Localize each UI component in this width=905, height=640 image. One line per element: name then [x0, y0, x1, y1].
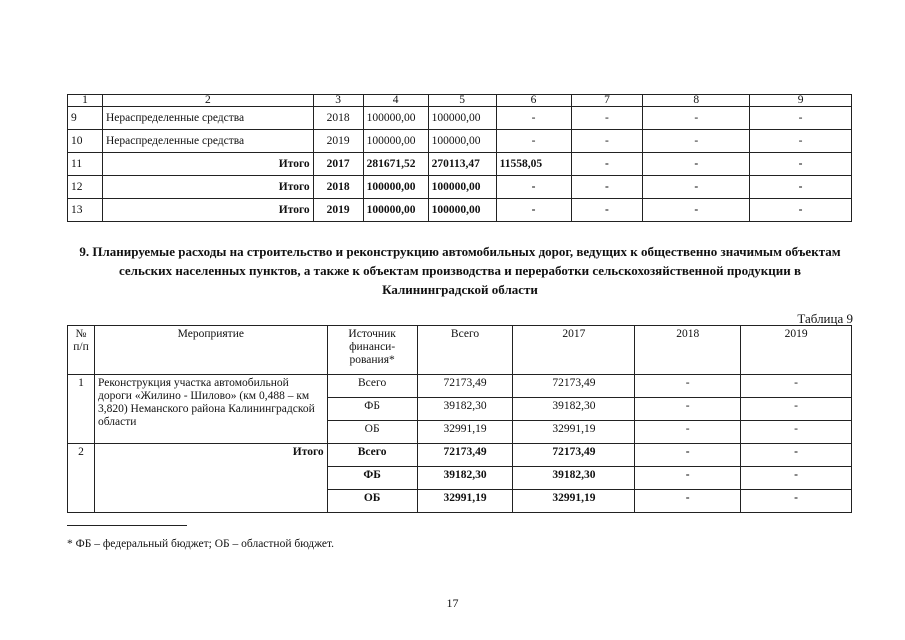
- row-total: 100000,00: [363, 199, 428, 222]
- header-number: № п/п: [68, 326, 95, 375]
- header-2017: 2017: [513, 326, 635, 375]
- col-number: 5: [428, 95, 496, 107]
- row-fb: 100000,00: [428, 107, 496, 130]
- row-total: 100000,00: [363, 107, 428, 130]
- row-2017: 72173,49: [513, 444, 635, 467]
- row-2019: -: [741, 490, 852, 513]
- row-2019: -: [741, 467, 852, 490]
- row-2017: 32991,19: [513, 490, 635, 513]
- row-source: ФБ: [327, 467, 417, 490]
- row-2019: -: [741, 444, 852, 467]
- header-2018: 2018: [635, 326, 741, 375]
- row-2017: 72173,49: [513, 375, 635, 398]
- header-total: Всего: [417, 326, 513, 375]
- row-2019: -: [741, 398, 852, 421]
- row-year: 2019: [313, 199, 363, 222]
- row-number: 11: [68, 153, 103, 176]
- header-event: Мероприятие: [94, 326, 327, 375]
- row-2018: -: [635, 375, 741, 398]
- row-c8: -: [643, 153, 750, 176]
- row-2019: -: [741, 375, 852, 398]
- row-name: Нераспределенные средства: [102, 107, 313, 130]
- row-name: Нераспределенные средства: [102, 130, 313, 153]
- table-row-total: [68, 153, 852, 176]
- row-total: 72173,49: [417, 444, 513, 467]
- row-name: Итого: [102, 176, 313, 199]
- header-source: Источник финанси-рования*: [327, 326, 417, 375]
- row-total: 100000,00: [363, 176, 428, 199]
- row-total: 72173,49: [417, 375, 513, 398]
- row-c9: -: [750, 153, 852, 176]
- row-total: 281671,52: [363, 153, 428, 176]
- row-c8: -: [643, 130, 750, 153]
- col-number: 3: [313, 95, 363, 107]
- row-number: 12: [68, 176, 103, 199]
- row-ob: -: [496, 176, 571, 199]
- row-source: Всего: [327, 375, 417, 398]
- row-2019: -: [741, 421, 852, 444]
- row-total: 32991,19: [417, 421, 513, 444]
- row-c8: -: [643, 107, 750, 130]
- col-number: 6: [496, 95, 571, 107]
- row-source: Всего: [327, 444, 417, 467]
- row-c9: -: [750, 130, 852, 153]
- col-number: 1: [68, 95, 103, 107]
- table-row-total: [68, 199, 852, 222]
- row-total: 39182,30: [417, 467, 513, 490]
- section-heading: 9. Планируемые расходы на строительство и реконструкцию автомобильных дорог, ведущих к общественно значимым объектам сельских населенных пунктов, а также к объектам производства и переработки сельскохозяйственной продукции в Калининградской области: [79, 244, 841, 297]
- row-source: ОБ: [327, 421, 417, 444]
- header-2019: 2019: [741, 326, 852, 375]
- row-2018: -: [635, 444, 741, 467]
- row-2018: -: [635, 421, 741, 444]
- row-name: Итого: [102, 199, 313, 222]
- column-number-row: [68, 95, 852, 107]
- budget-table-continued: [67, 94, 852, 222]
- row-source: ФБ: [327, 398, 417, 421]
- row-2018: -: [635, 467, 741, 490]
- row-number: 1: [68, 375, 95, 444]
- row-year: 2019: [313, 130, 363, 153]
- row-2017: 32991,19: [513, 421, 635, 444]
- table-row: [68, 107, 852, 130]
- row-event: Итого: [94, 444, 327, 513]
- row-year: 2018: [313, 176, 363, 199]
- row-2018: -: [635, 490, 741, 513]
- table-row-total: [68, 444, 852, 467]
- row-source: ОБ: [327, 490, 417, 513]
- row-name: Итого: [102, 153, 313, 176]
- row-fb: 100000,00: [428, 176, 496, 199]
- row-c9: -: [750, 199, 852, 222]
- row-year: 2017: [313, 153, 363, 176]
- row-c7: -: [571, 153, 643, 176]
- row-ob: -: [496, 107, 571, 130]
- page-number: 17: [446, 596, 459, 610]
- row-2018: -: [635, 398, 741, 421]
- row-number: 13: [68, 199, 103, 222]
- row-total: 32991,19: [417, 490, 513, 513]
- row-ob: -: [496, 199, 571, 222]
- col-number: 4: [363, 95, 428, 107]
- row-c7: -: [571, 130, 643, 153]
- row-c7: -: [571, 107, 643, 130]
- row-year: 2018: [313, 107, 363, 130]
- row-c8: -: [643, 176, 750, 199]
- col-number: 8: [643, 95, 750, 107]
- footnote: * ФБ – федеральный бюджет; ОБ – областной бюджет.: [67, 538, 334, 550]
- table-caption: Таблица 9: [797, 311, 853, 326]
- row-c7: -: [571, 176, 643, 199]
- row-total: 100000,00: [363, 130, 428, 153]
- row-ob: -: [496, 130, 571, 153]
- col-number: 2: [102, 95, 313, 107]
- row-fb: 100000,00: [428, 199, 496, 222]
- row-c9: -: [750, 107, 852, 130]
- col-number: 7: [571, 95, 643, 107]
- table-row: [68, 130, 852, 153]
- col-number: 9: [750, 95, 852, 107]
- row-total: 39182,30: [417, 398, 513, 421]
- row-ob: 11558,05: [496, 153, 571, 176]
- table-row-total: [68, 176, 852, 199]
- row-event: Реконструкция участка автомобильной дороги «Жилино - Шилово» (км 0,488 – км 3,820) Неманского района Калининградской области: [94, 375, 327, 444]
- row-c9: -: [750, 176, 852, 199]
- row-c8: -: [643, 199, 750, 222]
- row-2017: 39182,30: [513, 398, 635, 421]
- row-number: 9: [68, 107, 103, 130]
- footnote-divider: [67, 525, 187, 526]
- row-number: 10: [68, 130, 103, 153]
- row-fb: 100000,00: [428, 130, 496, 153]
- row-fb: 270113,47: [428, 153, 496, 176]
- row-number: 2: [68, 444, 95, 513]
- row-2017: 39182,30: [513, 467, 635, 490]
- table-header-row: [68, 326, 852, 375]
- table-row: [68, 375, 852, 398]
- planned-expenses-table: [67, 325, 852, 513]
- row-c7: -: [571, 199, 643, 222]
